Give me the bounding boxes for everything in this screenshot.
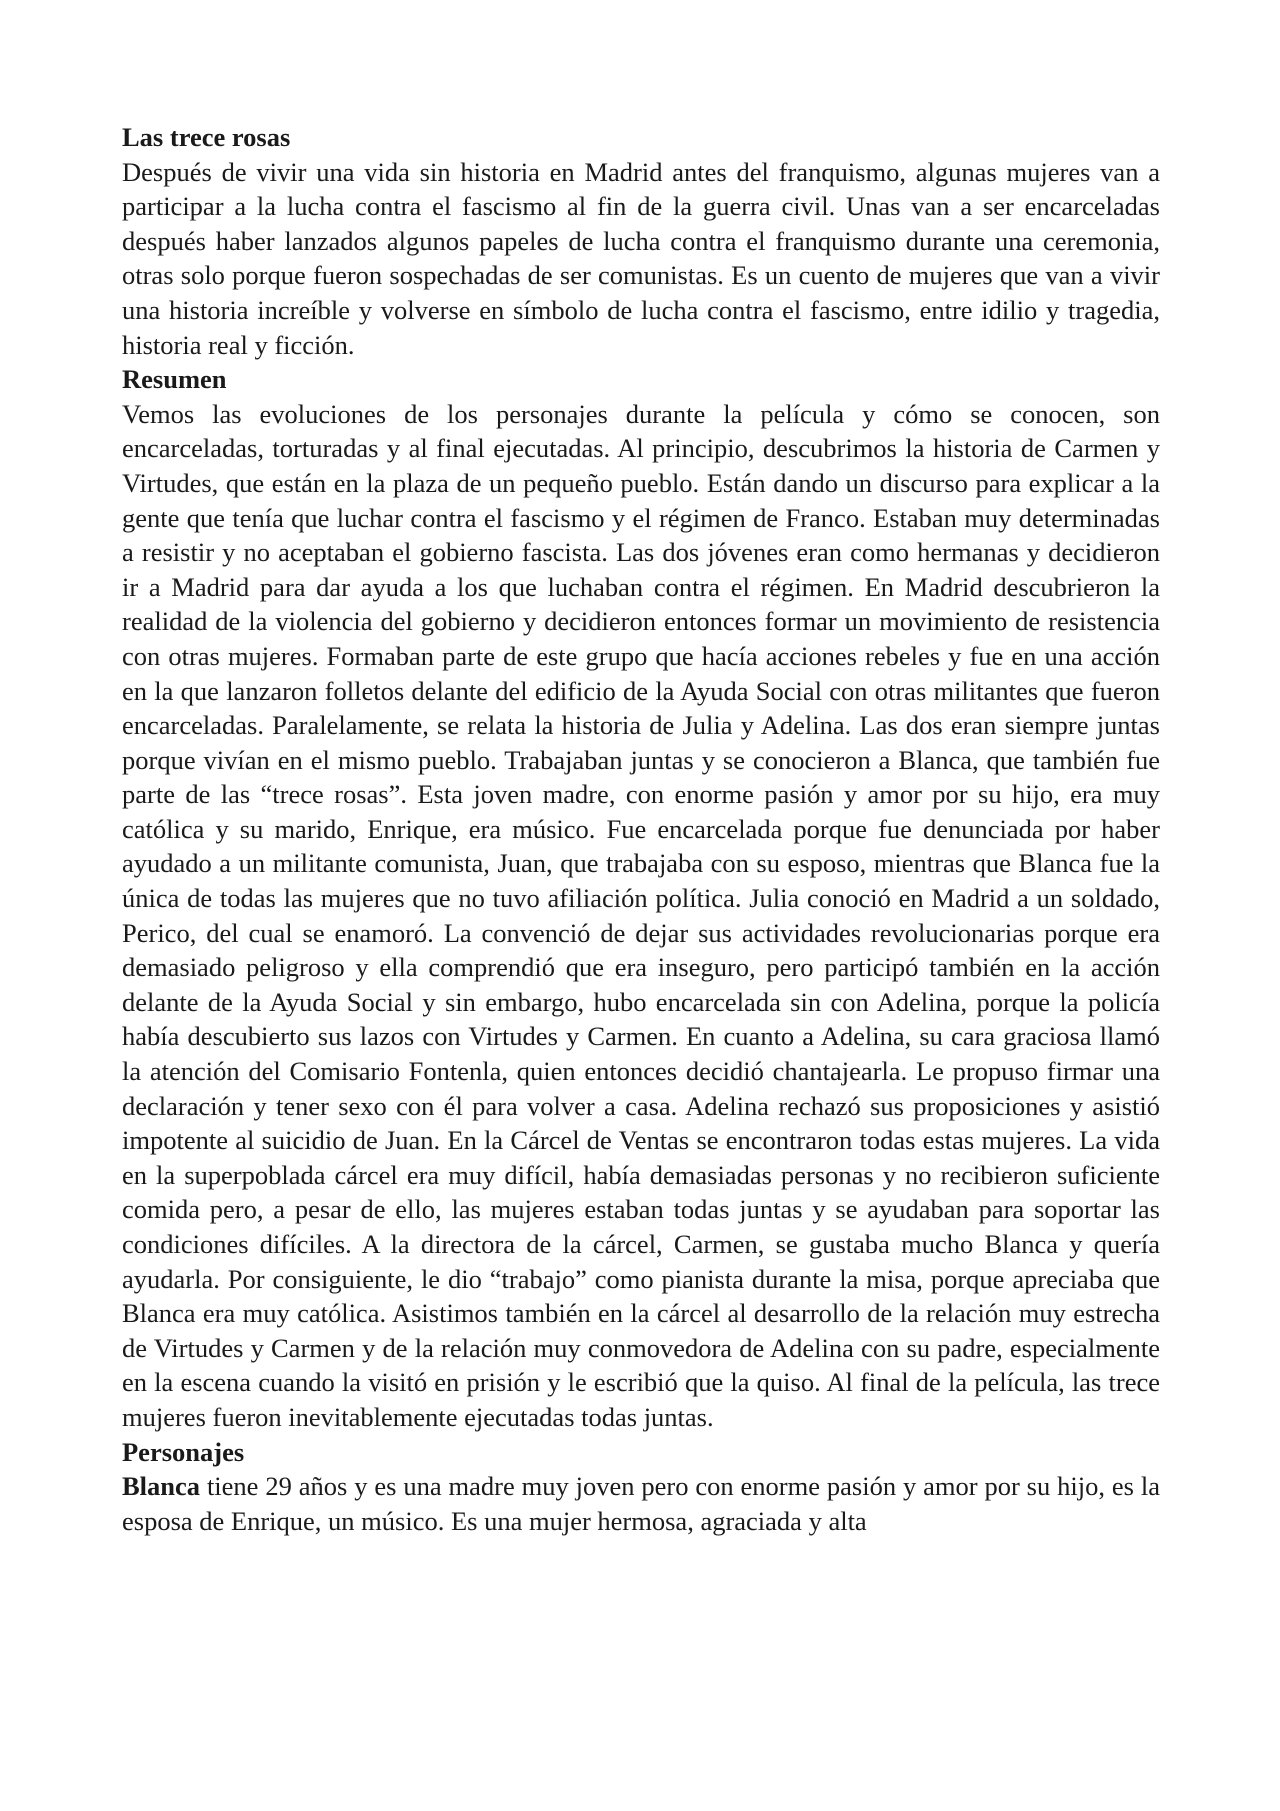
- intro-paragraph: Después de vivir una vida sin historia en Madrid antes del franquismo, algunas mujeres van a participar a la lucha contra el fascismo al fin de la guerra civil. Unas van a ser encarceladas después haber lanzados algunos papeles de lucha contra el franquismo durante una ceremonia, otras solo porque fueron sospechadas de ser comunistas. Es un cuento de mujeres que van a vivir una historia increíble y volverse en símbolo de lucha contra el fascismo, entre idilio y tragedia, historia real y ficción.: [122, 156, 1160, 360]
- summary-paragraph: Vemos las evoluciones de los personajes durante la película y cómo se conocen, son encarceladas, torturadas y al final ejecutadas. Al principio, descubrimos la historia de Carmen y Virtudes, que están en la plaza de un pequeño pueblo. Están dando un discurso para explicar a la gente que tenía que luchar contra el fascismo y el régimen de Franco. Estaban muy determinadas a resistir y no aceptaban el gobierno fascista. Las dos jóvenes eran como hermanas y decidieron ir a Madrid para dar ayuda a los que luchaban contra el régimen. En Madrid descubrieron la realidad de la violencia del gobierno y decidieron entonces formar un movimiento de resistencia con otras mujeres. Formaban parte de este grupo que hacía acciones rebeles y fue en una acción en la que lanzaron folletos delante del edificio de la Ayuda Social con otras militantes que fueron encarceladas. Paralelamente, se relata la historia de Julia y Adelina. Las dos eran siempre juntas porque vivían en el mismo pueblo. Trabajaban juntas y se conocieron a Blanca, que también fue parte de las “trece rosas”. Esta joven madre, con enorme pasión y amor por su hijo, era muy católica y su marido, Enrique, era músico. Fue encarcelada porque fue denunciada por haber ayudado a un militante comunista, Juan, que trabajaba con su esposo, mientras que Blanca fue la única de todas las mujeres que no tuvo afiliación política. Julia conoció en Madrid a un soldado, Perico, del cual se enamoró. La convenció de dejar sus actividades revolucionarias porque era demasiado peligroso y ella comprendió que era inseguro, pero participó también en la acción delante de la Ayuda Social y sin embargo, hubo encarcelada sin con Adelina, porque la policía había descubierto sus lazos con Virtudes y Carmen. En cuanto a Adelina, su cara graciosa llamó la atención del Comisario Fontenla, quien entonces decidió chantajearla. Le propuso firmar una declaración y tener sexo con él para volver a casa. Adelina rechazó sus proposiciones y asistió impotente al suicidio de Juan. En la Cárcel de Ventas se encontraron todas estas mujeres. La vida en la superpoblada cárcel era muy difícil, había demasiadas personas y no recibieron suficiente comida pero, a pesar de ello, las mujeres estaban todas juntas y se ayudaban para soportar las condiciones difíciles. A la directora de la cárcel, Carmen, se gustaba mucho Blanca y quería ayudarla. Por consiguiente, le dio “trabajo” como pianista durante la misa, porque apreciaba que Blanca era muy católica. Asistimos también en la cárcel al desarrollo de la relación muy estrecha de Virtudes y Carmen y de la relación muy conmovedora de Adelina con su padre, especialmente en la escena cuando la visitó en prisión y le escribió que la quiso. Al final de la película, las trece mujeres fueron inevitablemente ejecutadas todas juntas.: [122, 398, 1160, 1432]
- character-blanca-paragraph: [122, 1469, 1160, 1538]
- character-name-blanca: Blanca: [122, 1471, 201, 1502]
- section-title-intro: Las trece rosas: [122, 122, 291, 152]
- section-title-summary: Resumen: [122, 364, 227, 395]
- document-body: [122, 120, 1160, 1538]
- section-title-characters: Personajes: [122, 1436, 245, 1467]
- character-description-blanca: tiene 29 años y es una madre muy joven pero con enorme pasión y amor por su hijo, es la esposa de Enrique, un músico. Es una mujer hermosa, agraciada y alta: [122, 1471, 1160, 1536]
